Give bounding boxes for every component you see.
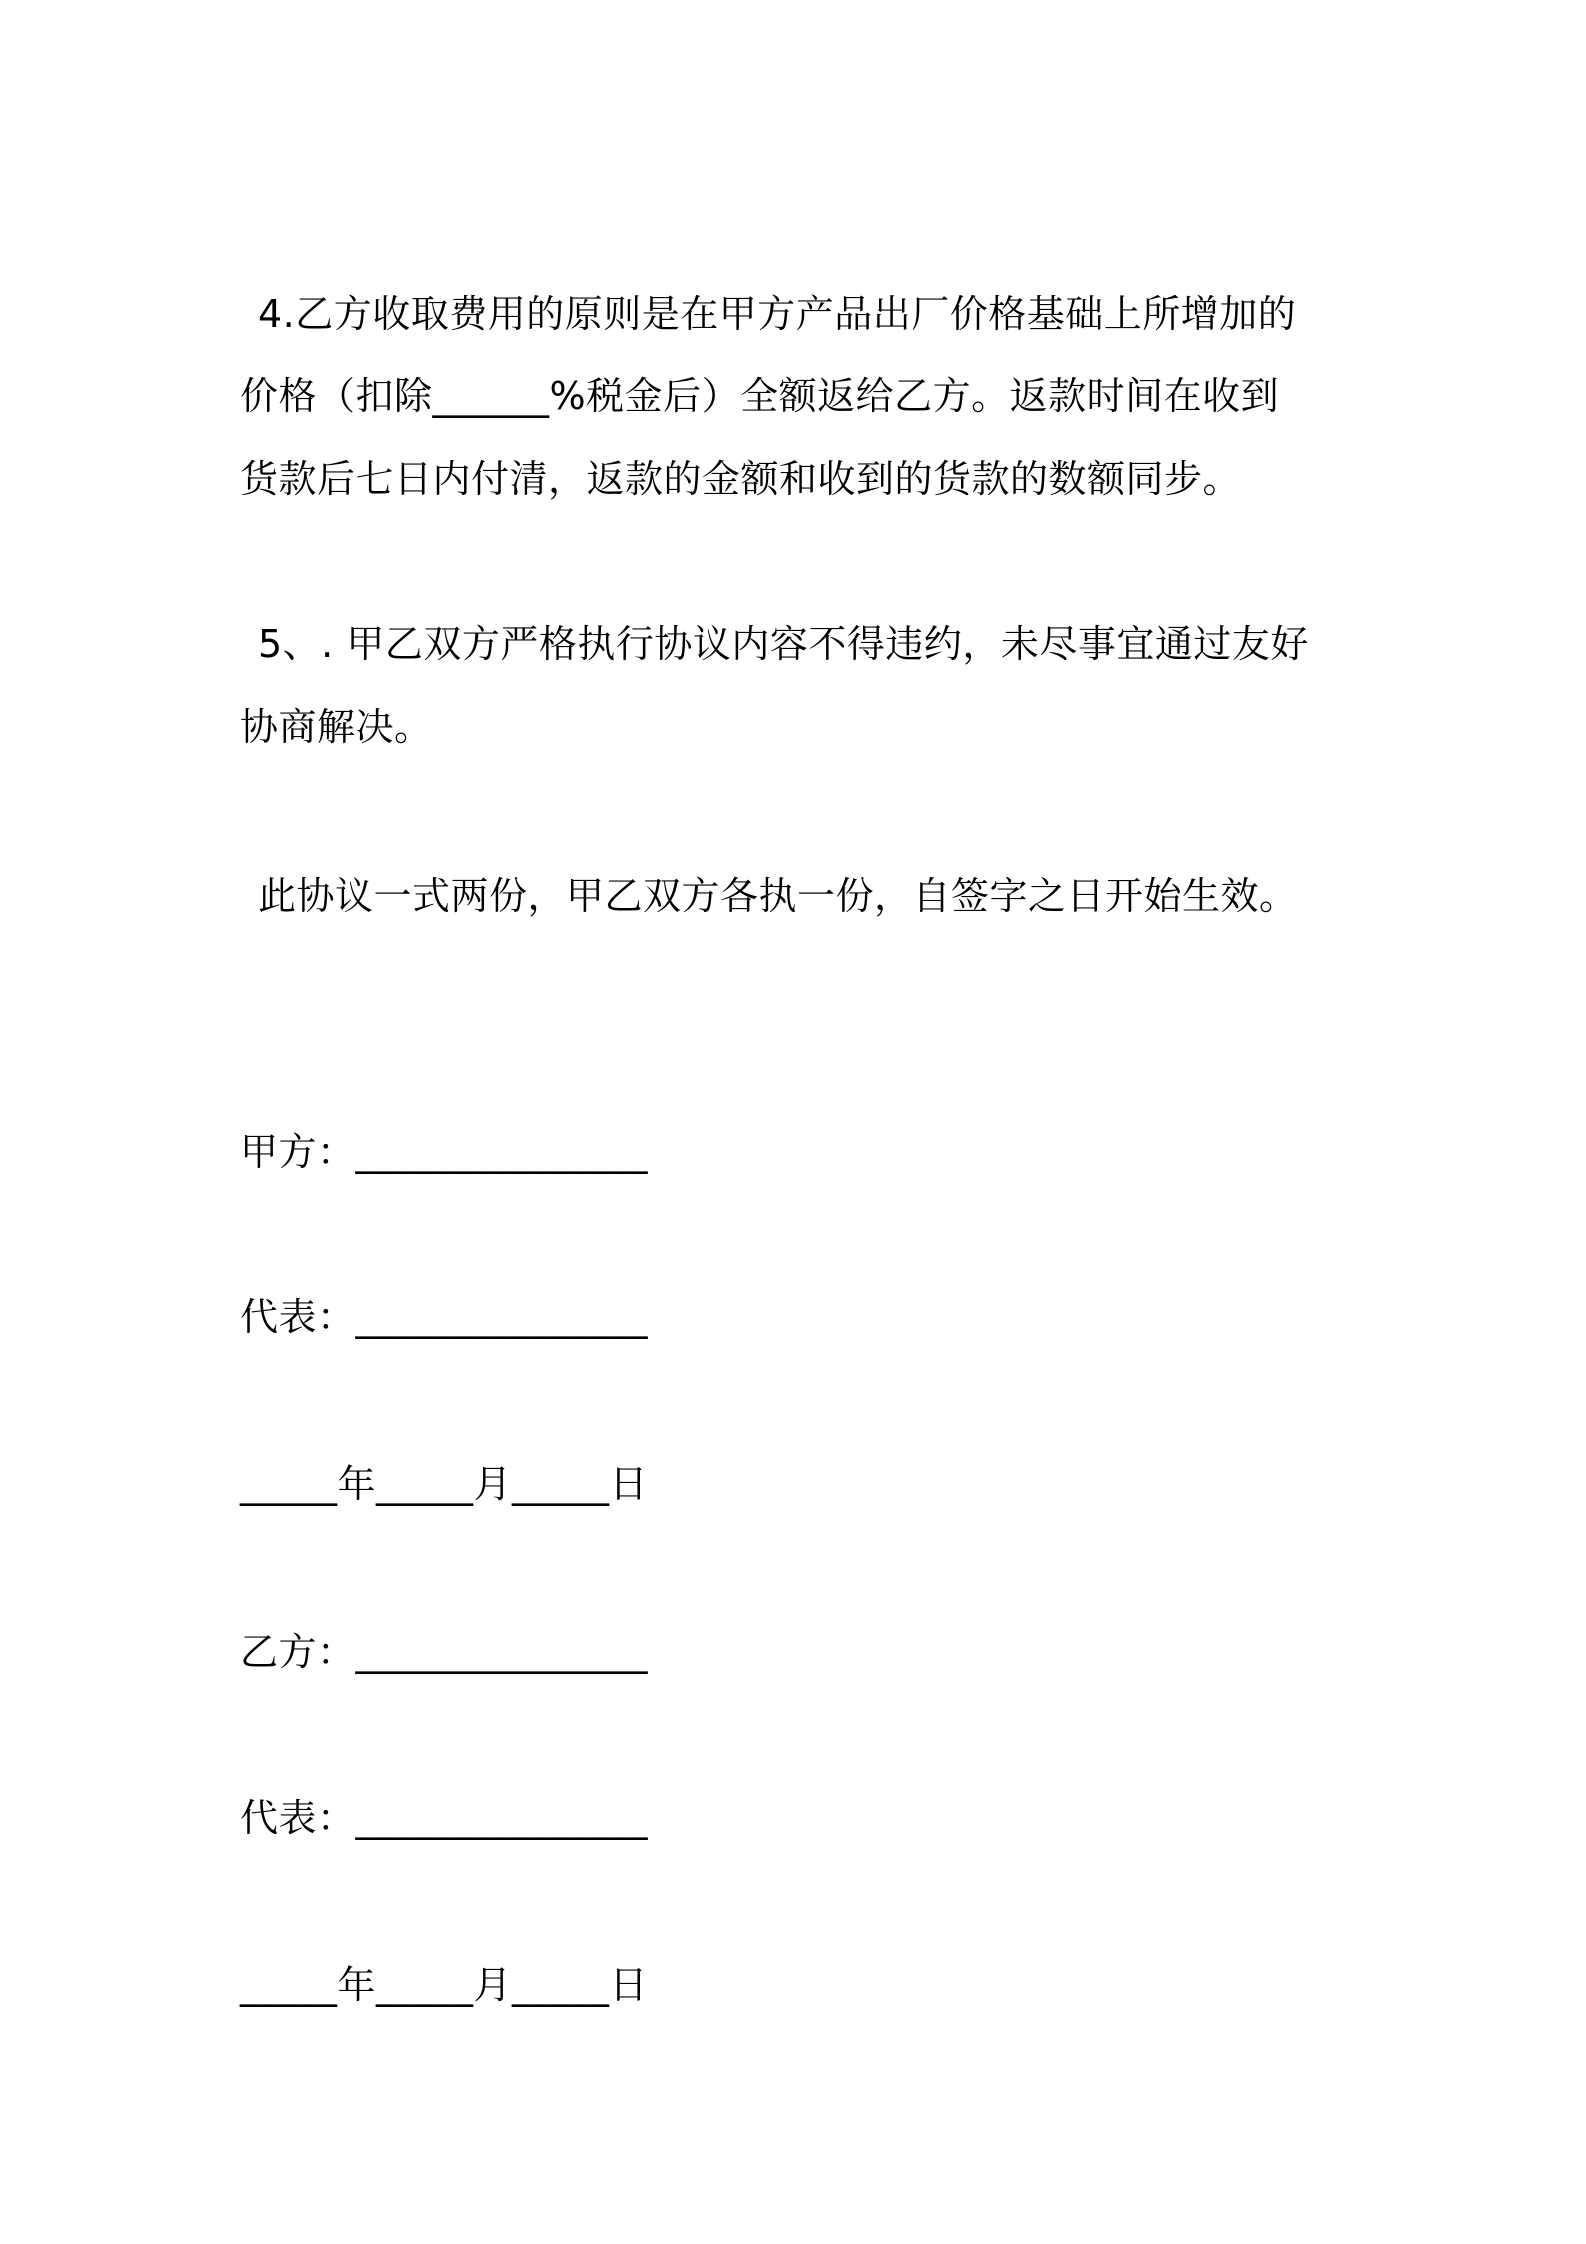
party-b-representative-line: 代表：_______________ — [240, 1796, 649, 1840]
clause-4-line-1: 4.乙方收取费用的原则是在甲方产品出厂价格基础上所增加的 — [258, 292, 1297, 336]
party-a-date-line: _____年_____月_____日 — [240, 1462, 649, 1506]
clause-4-line-3: 货款后七日内付清，返款的金额和收到的货款的数额同步。 — [240, 457, 1242, 501]
party-b-signature-line: 乙方：_______________ — [240, 1630, 649, 1674]
party-a-signature-line: 甲方：_______________ — [240, 1130, 649, 1174]
party-b-date-line: _____年_____月_____日 — [240, 1963, 649, 2007]
party-a-representative-line: 代表：_______________ — [240, 1295, 649, 1339]
clause-5-line-1: 5、. 甲乙双方严格执行协议内容不得违约，未尽事宜通过友好 — [258, 622, 1309, 666]
closing-statement: 此协议一式两份，甲乙双方各执一份，自签字之日开始生效。 — [258, 874, 1298, 918]
clause-4-line-2: 价格（扣除______%税金后）全额返给乙方。返款时间在收到 — [240, 374, 1280, 418]
clause-5-line-2: 协商解决。 — [240, 705, 433, 749]
